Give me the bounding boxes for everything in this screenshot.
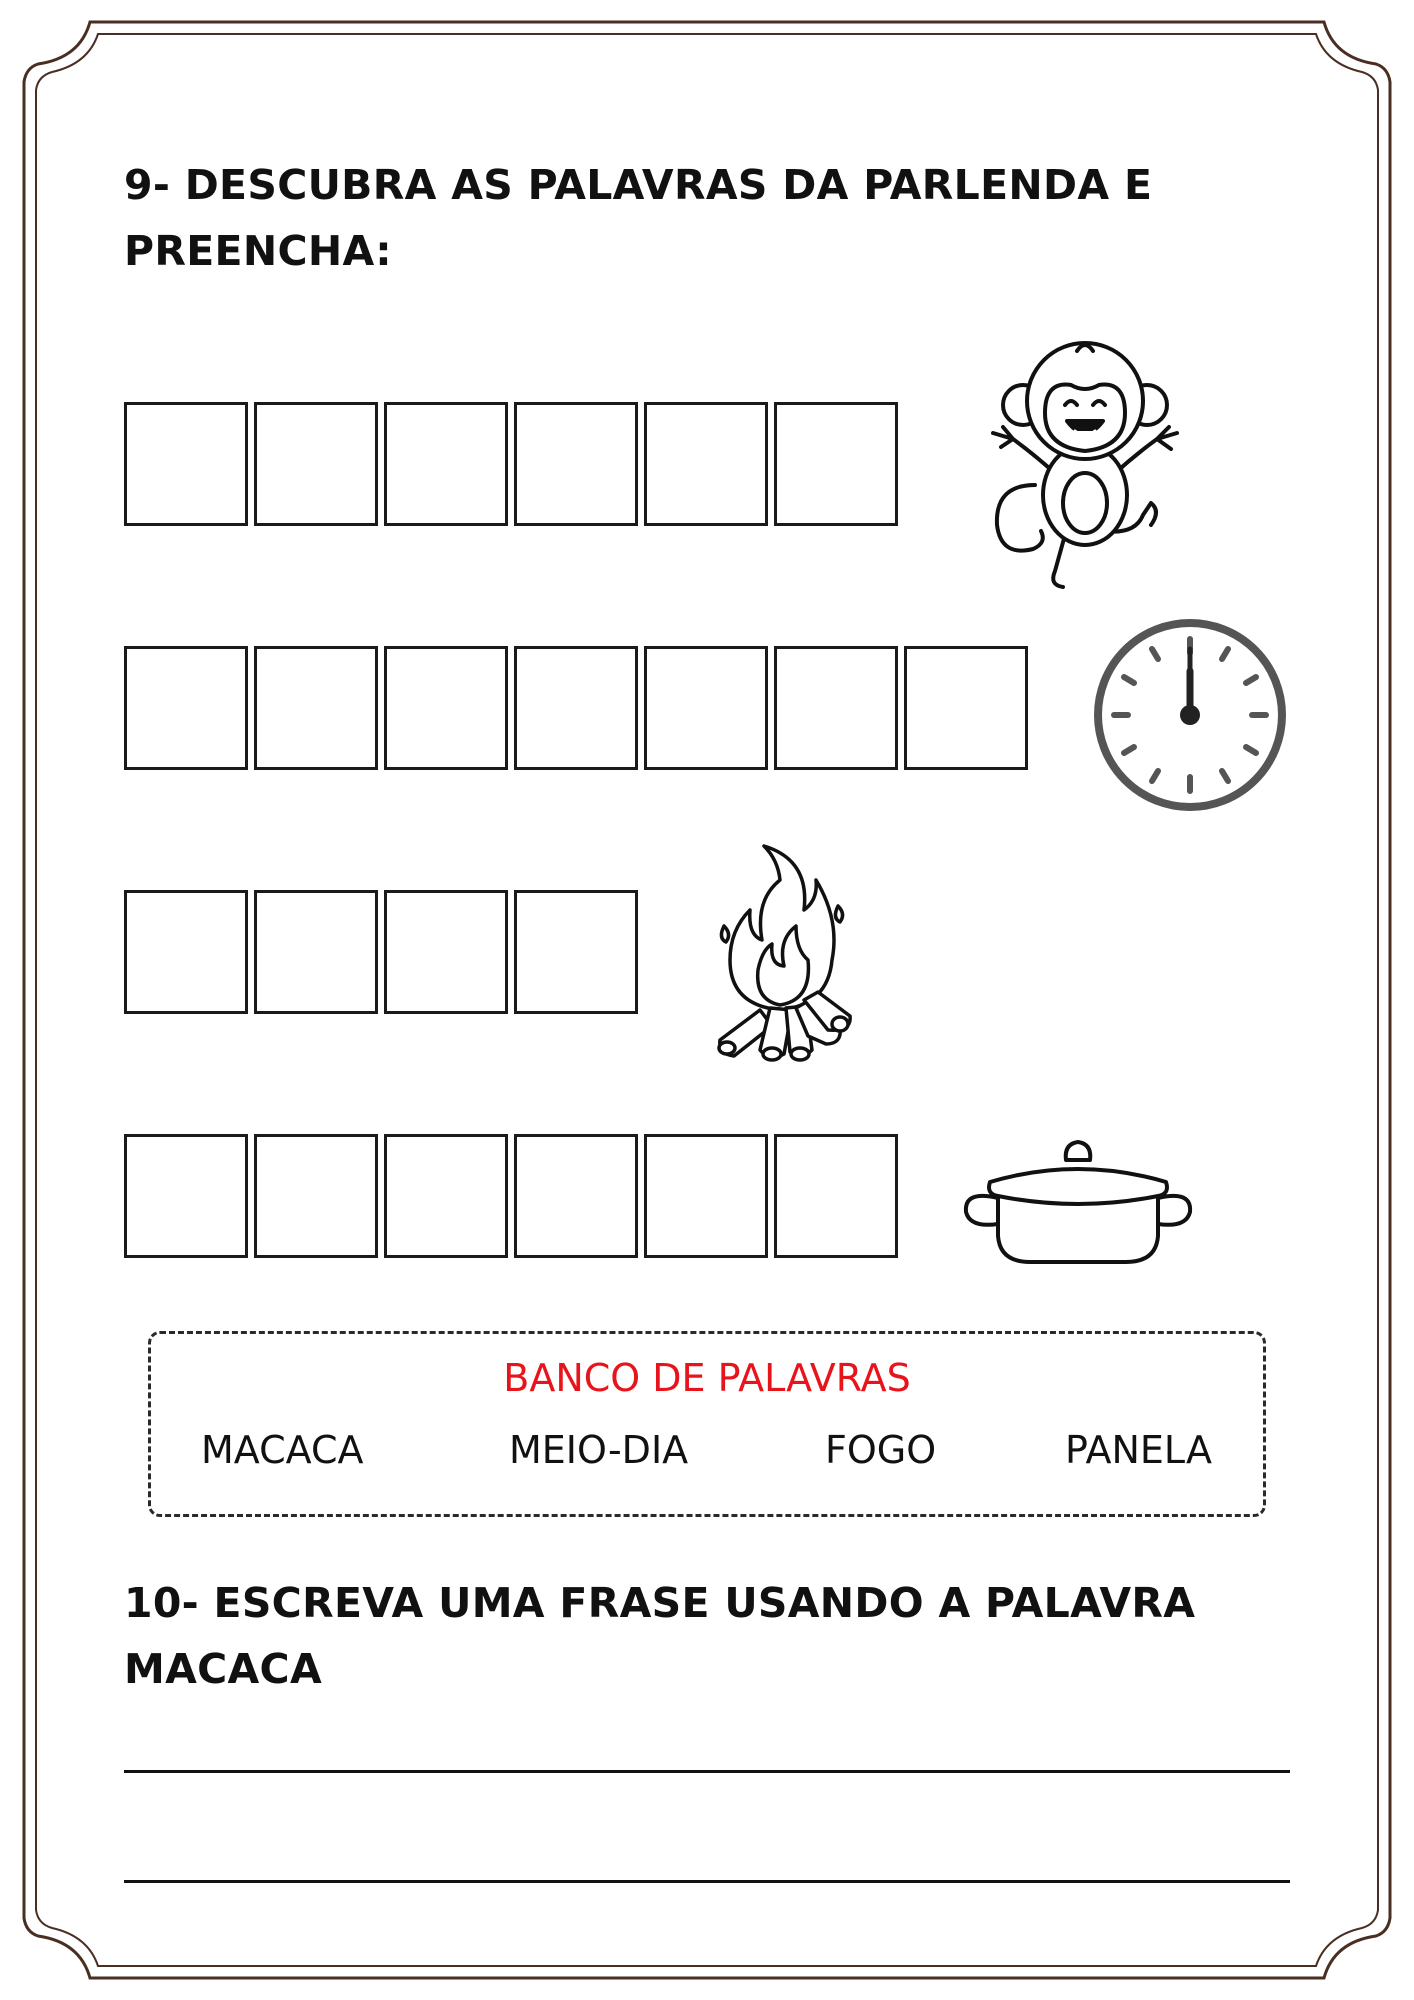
letter-box[interactable] [254, 890, 378, 1014]
letter-box[interactable] [384, 402, 508, 526]
word-bank-item: MACACA [201, 1428, 364, 1472]
question-9-title: 9- DESCUBRA AS PALAVRAS DA PARLENDA E PREENCHA: [124, 161, 1153, 275]
clock-icon [1090, 615, 1290, 815]
letter-box[interactable] [124, 402, 248, 526]
word-bank-item: FOGO [825, 1428, 937, 1472]
letter-box[interactable] [254, 1134, 378, 1258]
letter-box[interactable] [384, 1134, 508, 1258]
letter-box[interactable] [644, 1134, 768, 1258]
word-bank [148, 1331, 1266, 1517]
letter-box[interactable] [514, 646, 638, 770]
letter-box[interactable] [644, 646, 768, 770]
answer-row-fire [124, 890, 638, 1014]
letter-box[interactable] [514, 890, 638, 1014]
answer-row-pot [124, 1134, 898, 1258]
letter-box[interactable] [384, 646, 508, 770]
letter-box[interactable] [254, 402, 378, 526]
answer-row-clock [124, 646, 1028, 770]
letter-box[interactable] [124, 1134, 248, 1258]
answer-row-monkey [124, 402, 898, 526]
word-bank-item: MEIO-DIA [509, 1428, 689, 1472]
answer-line[interactable] [124, 1770, 1290, 1773]
letter-box[interactable] [774, 646, 898, 770]
word-bank-item: PANELA [1065, 1428, 1212, 1472]
letter-box[interactable] [514, 402, 638, 526]
answer-line[interactable] [124, 1880, 1290, 1883]
letter-box[interactable] [254, 646, 378, 770]
letter-box[interactable] [904, 646, 1028, 770]
letter-box[interactable] [514, 1134, 638, 1258]
campfire-icon [700, 840, 860, 1070]
letter-box[interactable] [124, 646, 248, 770]
question-10-title: 10- ESCREVA UMA FRASE USANDO A PALAVRA MACACA [124, 1579, 1196, 1693]
letter-box[interactable] [644, 402, 768, 526]
pot-icon [960, 1120, 1196, 1270]
letter-box[interactable] [774, 402, 898, 526]
letter-box[interactable] [384, 890, 508, 1014]
word-bank-title: BANCO DE PALAVRAS [503, 1356, 911, 1400]
letter-box[interactable] [124, 890, 248, 1014]
letter-box[interactable] [774, 1134, 898, 1258]
monkey-icon [975, 335, 1195, 595]
